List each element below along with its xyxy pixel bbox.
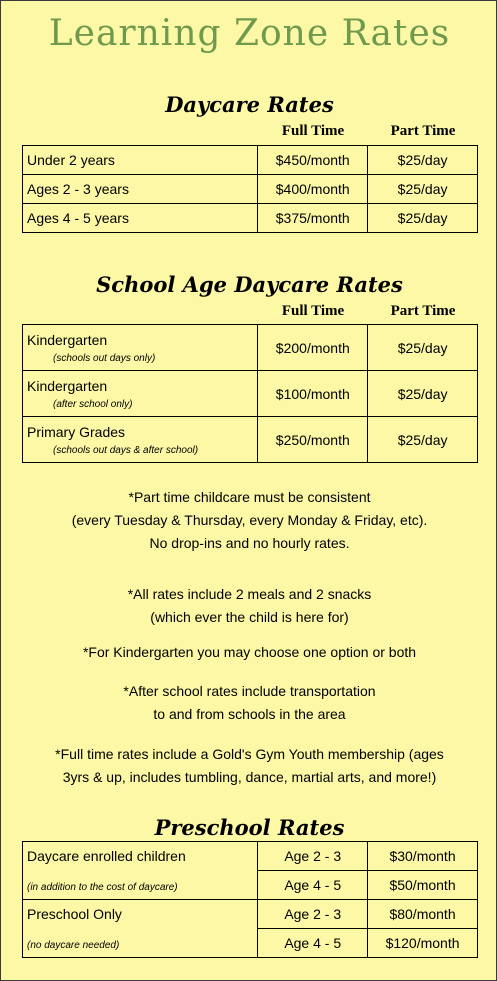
- group-label: Daycare enrolled children: [23, 842, 258, 871]
- full-rate: $100/month: [258, 371, 368, 417]
- table-row: [23, 371, 478, 417]
- note-line: to and from schools in the area: [153, 706, 346, 722]
- row-note: (schools out days & after school): [53, 444, 199, 456]
- age-cell: Age 2 - 3: [258, 842, 368, 871]
- note-line: (which ever the child is here for): [150, 609, 349, 625]
- table-row: [23, 842, 478, 871]
- table-row: [23, 871, 478, 900]
- full-rate: $200/month: [258, 325, 368, 371]
- row-label-text: Kindergarten: [27, 331, 108, 348]
- part-rate: $25/day: [368, 325, 478, 371]
- rate-cell: $50/month: [368, 871, 478, 900]
- row-note: (schools out days only): [53, 352, 156, 364]
- table-row: [23, 417, 478, 463]
- group-note-text: (no daycare needed): [27, 939, 120, 951]
- full-rate: $400/month: [258, 175, 368, 204]
- part-rate: $25/day: [368, 175, 478, 204]
- table-row: [23, 175, 478, 204]
- daycare-full-header: Full Time: [281, 123, 345, 139]
- daycare-part-header: Part Time: [390, 123, 456, 139]
- row-label: Under 2 years: [23, 146, 258, 175]
- age-cell: Age 2 - 3: [258, 900, 368, 929]
- note-line: *Full time rates include a Gold's Gym Youth membership (ages: [55, 746, 444, 762]
- note-line: *After school rates include transportation: [123, 683, 376, 699]
- note-line: No drop-ins and no hourly rates.: [149, 535, 350, 551]
- table-row: [23, 204, 478, 233]
- note-consistency: [1, 486, 497, 555]
- group-note: [23, 929, 258, 958]
- rate-cell: $30/month: [368, 842, 478, 871]
- age-cell: Age 4 - 5: [258, 929, 368, 958]
- table-row: [23, 929, 478, 958]
- school-age-full-header: Full Time: [281, 303, 345, 319]
- preschool-table: [22, 841, 478, 958]
- table-row: [23, 146, 478, 175]
- page-title: Learning Zone Rates: [48, 13, 451, 54]
- school-age-table: [22, 324, 478, 463]
- note-gym: [1, 743, 497, 789]
- note-line: (every Tuesday & Thursday, every Monday & Friday, etc).: [71, 512, 428, 528]
- note-line: *For Kindergarten you may choose one option or both: [82, 644, 417, 660]
- preschool-title: Preschool Rates: [154, 815, 345, 840]
- school-age-part-header: Part Time: [390, 303, 456, 319]
- daycare-title: Daycare Rates: [165, 92, 334, 117]
- table-row: [23, 325, 478, 371]
- daycare-table: [22, 145, 478, 233]
- age-cell: Age 4 - 5: [258, 871, 368, 900]
- part-rate: $25/day: [368, 204, 478, 233]
- note-line: *Part time childcare must be consistent: [128, 489, 371, 505]
- note-line: 3yrs & up, includes tumbling, dance, martial arts, and more!): [62, 769, 437, 785]
- note-transportation: [1, 680, 497, 726]
- row-label: Ages 2 - 3 years: [23, 175, 258, 204]
- rate-cell: $120/month: [368, 929, 478, 958]
- row-note: (after school only): [53, 398, 133, 410]
- row-label: [23, 371, 258, 417]
- group-note-text: (in addition to the cost of daycare): [27, 881, 178, 893]
- full-rate: $450/month: [258, 146, 368, 175]
- row-label-text: Primary Grades: [27, 423, 126, 440]
- full-rate: $375/month: [258, 204, 368, 233]
- part-rate: $25/day: [368, 146, 478, 175]
- row-label: [23, 325, 258, 371]
- school-age-title: School Age Daycare Rates: [96, 272, 403, 297]
- part-rate: $25/day: [368, 371, 478, 417]
- table-row: [23, 900, 478, 929]
- group-label: Preschool Only: [23, 900, 258, 929]
- note-line: *All rates include 2 meals and 2 snacks: [127, 586, 372, 602]
- row-label: Ages 4 - 5 years: [23, 204, 258, 233]
- full-rate: $250/month: [258, 417, 368, 463]
- part-rate: $25/day: [368, 417, 478, 463]
- row-label-text: Kindergarten: [27, 377, 108, 394]
- note-kindergarten: [1, 641, 497, 664]
- rate-cell: $80/month: [368, 900, 478, 929]
- group-note: [23, 871, 258, 900]
- row-label: [23, 417, 258, 463]
- note-meals: [1, 583, 497, 629]
